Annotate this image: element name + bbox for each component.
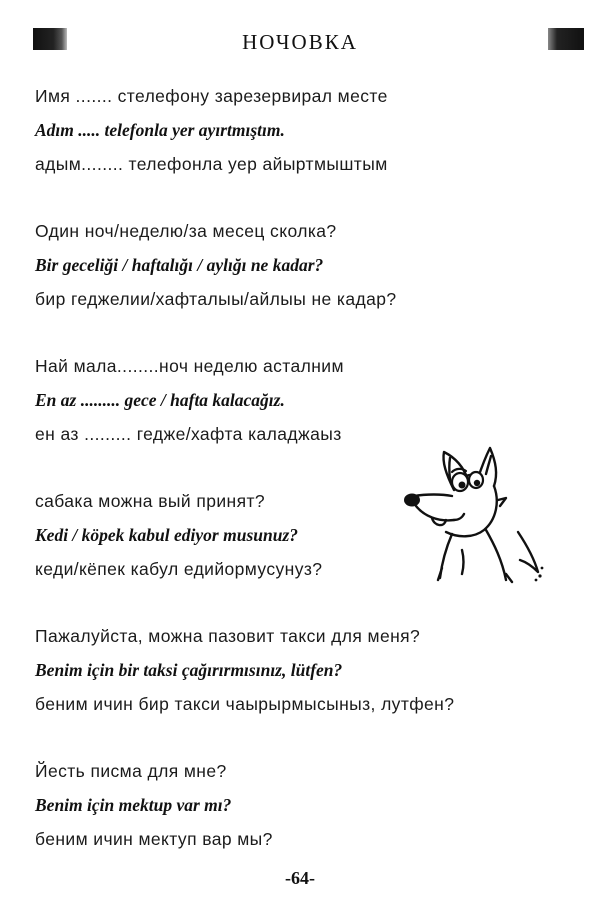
- phrase-transliteration: ен аз ......... гедже/хафта каладжаыз: [35, 424, 342, 444]
- phrase-block: [35, 79, 555, 181]
- phrase-transliteration: беним ичин мектуп вар мы?: [35, 829, 273, 849]
- phrase-russian: Имя ....... стелефону зарезервирал месте: [35, 86, 388, 106]
- phrase-russian: Один ноч/неделю/за месец сколка?: [35, 221, 337, 241]
- header-decoration-right: [548, 28, 584, 50]
- phrase-russian: Пажалуйста, можна пазовит такси для меня?: [35, 626, 421, 646]
- phrase-turkish: Benim için bir taksi çağırırmısınız, lütfen?: [35, 660, 343, 680]
- phrase-turkish: Adım ..... telefonla yer ayırtmıştım.: [35, 120, 285, 140]
- phrase-turkish: Kedi / köpek kabul ediyor musunuz?: [35, 525, 299, 545]
- page-number: -64-: [285, 868, 315, 888]
- phrase-russian: Най мала........ноч неделю асталним: [35, 356, 344, 376]
- phrase-turkish: En az ......... gece / hafta kalacağız.: [35, 390, 285, 410]
- phrase-transliteration: кеди/кёпек кабул едийормусунуз?: [35, 559, 323, 579]
- page-title: НОЧОВКА: [242, 30, 358, 54]
- phrase-block: [35, 214, 555, 316]
- cartoon-dog-icon: [402, 440, 562, 590]
- phrase-block: [35, 619, 555, 721]
- phrase-transliteration: адым........ телефонла уер айыртмыштым: [35, 154, 388, 174]
- phrase-turkish: Benim için mektup var mı?: [35, 795, 232, 815]
- phrase-block: [35, 349, 555, 451]
- phrase-turkish: Bir geceliği / haftalığı / aylığı ne kadar?: [35, 255, 324, 275]
- phrase-transliteration: бир геджелии/хафталыы/айлыы не кадар?: [35, 289, 397, 309]
- phrase-russian: сабака можна вый принят?: [35, 491, 265, 511]
- phrase-transliteration: беним ичин бир такси чаырырмысыныз, лутфен?: [35, 694, 455, 714]
- phrase-block: [35, 754, 555, 856]
- phrase-russian: Йесть писма для мне?: [35, 761, 227, 781]
